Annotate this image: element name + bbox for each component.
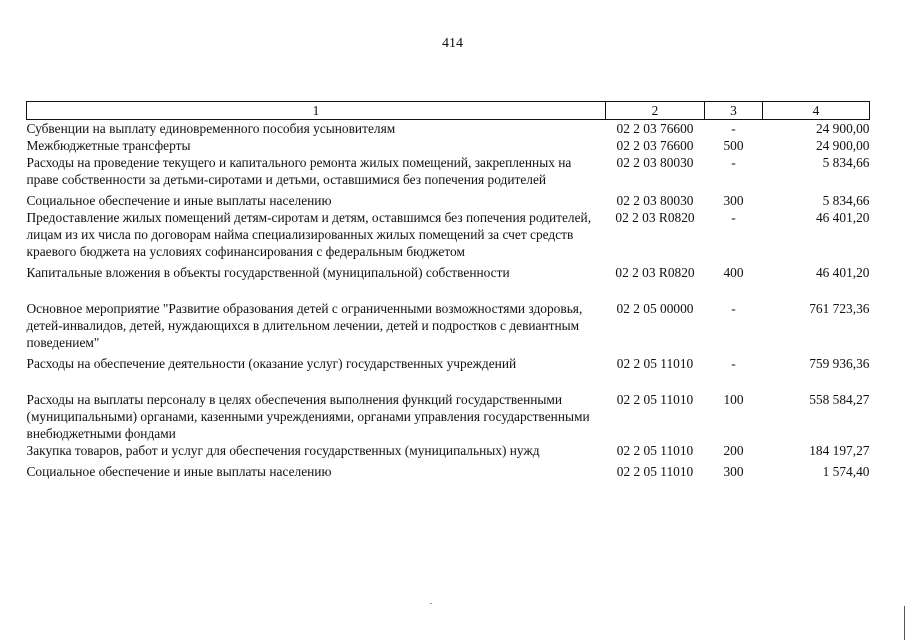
row-amount: 761 723,36 — [809, 301, 870, 316]
row-name: Закупка товаров, работ и услуг для обеспечения государственных (муниципальных) нужд — [26, 443, 540, 458]
row-code: 02 2 05 11010 — [616, 443, 694, 458]
row-type: 100 — [723, 392, 744, 407]
row-amount: 1 574,40 — [822, 464, 870, 479]
table-row — [27, 137, 870, 154]
row-type: - — [731, 356, 736, 371]
row-amount: 759 936,36 — [809, 356, 870, 371]
row-amount: 558 584,27 — [809, 392, 870, 407]
row-name: Капитальные вложения в объекты государственной (муниципальной) собственности — [26, 265, 510, 280]
row-code: 02 2 03 80030 — [616, 193, 694, 208]
table-body — [27, 120, 870, 481]
table-row — [27, 442, 870, 463]
row-type: 400 — [723, 265, 744, 280]
header-col-2: 2 — [606, 102, 705, 120]
row-type: 300 — [723, 193, 744, 208]
header-col-3: 3 — [705, 102, 763, 120]
row-name: Межбюджетные трансферты — [26, 138, 191, 153]
row-code: 02 2 05 00000 — [616, 301, 694, 316]
row-code: 02 2 03 R0820 — [615, 210, 695, 225]
row-type: - — [731, 301, 736, 316]
row-amount: 24 900,00 — [815, 138, 870, 153]
row-name: Расходы на обеспечение деятельности (оказание услуг) государственных учреждений — [26, 356, 517, 371]
table-header — [27, 102, 870, 120]
row-amount: 46 401,20 — [815, 210, 870, 225]
table-row — [27, 463, 870, 480]
row-code: 02 2 03 R0820 — [615, 265, 695, 280]
row-name: Социальное обеспечение и иные выплаты населению — [26, 193, 332, 208]
row-name: Основное мероприятие "Развитие образования детей с ограниченными возможностями здоровья, детей-инвалидов, детей, нуждающихся в длительном лечении, детей и подростков с девиантным поведением" — [26, 301, 583, 350]
row-type: 300 — [723, 464, 744, 479]
row-amount: 5 834,66 — [822, 155, 870, 170]
row-name: Расходы на выплаты персоналу в целях обеспечения выполнения функций государственными (муниципальными) органами, казенными учреждениями, органами управления государственными внебюджетными фондами — [26, 392, 590, 441]
table-row — [27, 209, 870, 264]
row-name: Социальное обеспечение и иные выплаты населению — [26, 464, 332, 479]
table-row — [27, 264, 870, 300]
row-name: Субвенции на выплату единовременного пособия усыновителям — [26, 121, 396, 136]
table-row — [27, 355, 870, 391]
table-row — [27, 192, 870, 209]
row-code: 02 2 03 76600 — [616, 121, 694, 136]
budget-table — [26, 101, 870, 480]
row-name: Расходы на проведение текущего и капитального ремонта жилых помещений, закрепленных на праве собственности за детьми-сиротами и детьми, оставшимися без попечения родителей — [26, 155, 572, 187]
row-code: 02 2 03 80030 — [616, 155, 694, 170]
table-row — [27, 154, 870, 192]
row-code: 02 2 05 11010 — [616, 356, 694, 371]
table-row — [27, 120, 870, 138]
row-type: 500 — [723, 138, 744, 153]
header-row — [27, 102, 870, 120]
row-type: 200 — [723, 443, 744, 458]
page-number: 414 — [442, 36, 463, 51]
header-col-1: 1 — [27, 102, 606, 120]
row-type: - — [731, 121, 736, 136]
row-code: 02 2 05 11010 — [616, 392, 694, 407]
table-row — [27, 300, 870, 355]
row-amount: 46 401,20 — [815, 265, 870, 280]
row-amount: 24 900,00 — [815, 121, 870, 136]
row-amount: 184 197,27 — [809, 443, 870, 458]
header-col-4: 4 — [763, 102, 870, 120]
row-amount: 5 834,66 — [822, 193, 870, 208]
row-code: 02 2 03 76600 — [616, 138, 694, 153]
scan-speck — [430, 603, 432, 604]
row-type: - — [731, 210, 736, 225]
row-type: - — [731, 155, 736, 170]
table-row — [27, 391, 870, 442]
row-code: 02 2 05 11010 — [616, 464, 694, 479]
row-name: Предоставление жилых помещений детям-сиротам и детям, оставшимся без попечения родителей, лицам из их числа по договорам найма специализированных жилых помещений за счет средств краевого бюджета на условиях софинансирования с федеральным бюджетом — [26, 210, 592, 259]
